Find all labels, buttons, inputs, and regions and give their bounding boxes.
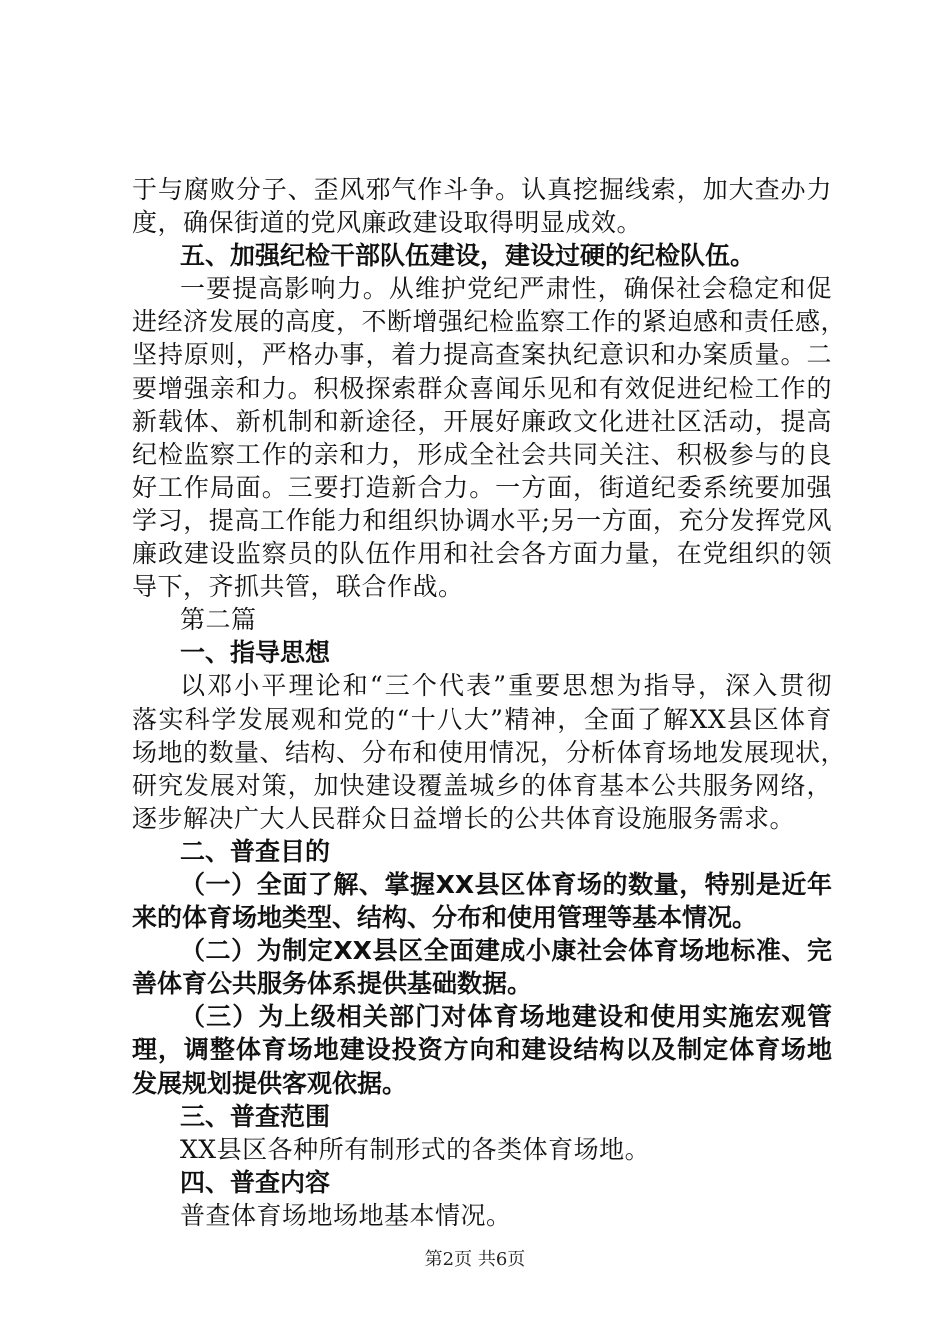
text-line: 善体育公共服务体系提供基础数据。 (132, 969, 533, 999)
text-line: XX县区各种所有制形式的各类体育场地。 (180, 1134, 651, 1164)
text-line: 纪检监察工作的亲和力，形成全社会共同关注、积极参与的良 (132, 439, 832, 469)
text-line: 逐步解决广大人民群众日益增长的公共体育设施服务需求。 (132, 803, 796, 833)
page-footer: 第2页 共6页 (424, 1249, 526, 1270)
section-heading: 二、普查目的 (180, 836, 331, 866)
text-line: 研究发展对策，加快建设覆盖城乡的体育基本公共服务网络， (132, 770, 832, 800)
text-line: 落实科学发展观和党的“十八大”精神，全面了解XX县区体育 (132, 704, 832, 734)
text-line: 发展规划提供客观依据。 (132, 1068, 408, 1098)
text-line: 以邓小平理论和“三个代表”重要思想为指导，深入贯彻 (180, 671, 832, 701)
text-line: 新载体、新机制和新途径，开展好廉政文化进社区活动，提高 (132, 406, 832, 436)
text-line: 第二篇 (180, 605, 257, 635)
text-line: 坚持原则，严格办事，着力提高查案执纪意识和办案质量。二 (132, 340, 832, 370)
text-line: （二）为制定XX县区全面建成小康社会体育场地标准、完 (180, 936, 832, 966)
section-heading: 五、加强纪检干部队伍建设，建设过硬的纪检队伍。 (180, 241, 756, 271)
text-line: 场地的数量、结构、分布和使用情况，分析体育场地发展现状， (132, 737, 847, 767)
text-line: （一）全面了解、掌握XX县区体育场的数量，特别是近年 (180, 869, 832, 899)
text-line: （三）为上级相关部门对体育场地建设和使用实施宏观管 (180, 1002, 832, 1032)
text-line: 理，调整体育场地建设投资方向和建设结构以及制定体育场地 (132, 1035, 832, 1065)
text-line: 普查体育场地场地基本情况。 (180, 1200, 512, 1230)
text-line: 好工作局面。三要打造新合力。一方面，街道纪委系统要加强 (132, 472, 832, 502)
section-heading: 四、普查内容 (180, 1167, 331, 1197)
text-line: 廉政建设监察员的队伍作用和社会各方面力量，在党组织的领 (132, 539, 832, 569)
text-line: 度，确保街道的党风廉政建设取得明显成效。 (132, 208, 643, 238)
text-line: 一要提高影响力。从维护党纪严肃性，确保社会稳定和促 (180, 274, 832, 304)
text-line: 要增强亲和力。积极探索群众喜闻乐见和有效促进纪检工作的 (132, 373, 832, 403)
document-body (132, 173, 847, 1232)
section-heading: 三、普查范围 (180, 1101, 331, 1131)
text-line: 导下，齐抓共管，联合作战。 (132, 572, 464, 602)
text-line: 学习，提高工作能力和组织协调水平;另一方面，充分发挥党风 (132, 505, 832, 535)
text-line: 于与腐败分子、歪风邪气作斗争。认真挖掘线索，加大查办力 (132, 175, 832, 204)
text-line: 来的体育场地类型、结构、分布和使用管理等基本情况。 (132, 903, 758, 933)
text-line: 进经济发展的高度，不断增强纪检监察工作的紧迫感和责任感， (132, 307, 847, 337)
section-heading: 一、指导思想 (180, 638, 331, 668)
